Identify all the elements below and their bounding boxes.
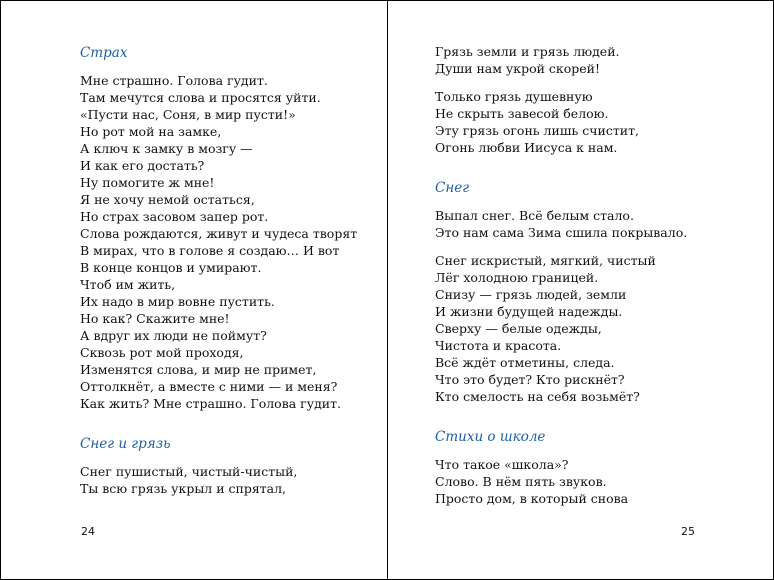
stanza: [435, 43, 755, 77]
poem-line: Снизу — грязь людей, земли: [435, 287, 627, 302]
poem-line: Просто дом, в который снова: [435, 491, 629, 506]
poem-title: Страх: [80, 45, 128, 61]
poem-line: Только грязь душевную: [435, 89, 593, 104]
poem-line: А вдруг их люди не поймут?: [80, 328, 267, 343]
stanza: [80, 463, 380, 497]
poem-line: Мне страшно. Голова гудит.: [80, 73, 268, 88]
poem-line: Не скрыть завесой белою.: [435, 106, 609, 121]
poem-line: Всё ждёт отметины, следа.: [435, 355, 615, 370]
poem-line: Оттолкнёт, а вместе с ними — и меня?: [80, 379, 338, 394]
poem-line: Чтоб им жить,: [80, 277, 176, 292]
poem-line: В мирах, что в голове я создаю… И вот: [80, 243, 340, 258]
page-number-left: 24: [81, 525, 95, 538]
poem-line: Снег искристый, мягкий, чистый: [435, 253, 656, 268]
page-number-right: 25: [681, 525, 695, 538]
poem-line: Изменятся слова, и мир не примет,: [80, 362, 317, 377]
poem-line: Там мечутся слова и просятся уйти.: [80, 90, 321, 105]
poem-line: И как его достать?: [80, 158, 205, 173]
stanza: [435, 252, 755, 405]
poem-line: Грязь земли и грязь людей.: [435, 44, 620, 59]
poem-line: Ты всю грязь укрыл и спрятал,: [80, 481, 287, 496]
stanza: [435, 88, 755, 156]
poem-line: Как жить? Мне страшно. Голова гудит.: [80, 396, 341, 411]
poem-line: Огонь любви Иисуса к нам.: [435, 140, 618, 155]
poem-line: Но рот мой на замке,: [80, 124, 222, 139]
poem-line: Чистота и красота.: [435, 338, 562, 353]
poem-line: Души нам укрой скорей!: [435, 61, 601, 76]
poem-title: Снег и грязь: [80, 436, 171, 452]
poem-line: И жизни будущей надежды.: [435, 304, 623, 319]
right-column: [435, 43, 755, 518]
poem-line: Но страх засовом запер рот.: [80, 209, 269, 224]
poem-line: Что такое «школа»?: [435, 457, 569, 472]
section-gap: [80, 423, 380, 436]
poem-line: Снег пушистый, чистый-чистый,: [80, 464, 298, 479]
stanza: [435, 207, 755, 241]
right-page: [388, 1, 774, 579]
section-gap: [435, 416, 755, 429]
stanza: [80, 72, 380, 412]
poem-title: Стихи о школе: [435, 429, 546, 445]
section-gap: [435, 167, 755, 180]
poem-line: Но как? Скажите мне!: [80, 311, 230, 326]
poem-line: Сквозь рот мой проходя,: [80, 345, 244, 360]
poem-line: Выпал снег. Всё белым стало.: [435, 208, 634, 223]
poem-line: Что это будет? Кто рискнёт?: [435, 372, 625, 387]
poem-title: Снег: [435, 180, 470, 196]
left-column: [80, 45, 380, 508]
poem-line: Слова рождаются, живут и чудеса творят: [80, 226, 358, 241]
poem-line: Эту грязь огонь лишь счистит,: [435, 123, 639, 138]
stanza: [435, 456, 755, 507]
poem-line: Слово. В нём пять звуков.: [435, 474, 607, 489]
left-page: [1, 1, 387, 579]
poem-line: Это нам сама Зима сшила покрывало.: [435, 225, 688, 240]
poem-line: «Пусти нас, Соня, в мир пусти!»: [80, 107, 296, 122]
poem-line: Их надо в мир вовне пустить.: [80, 294, 275, 309]
poem-line: Ну помогите ж мне!: [80, 175, 215, 190]
poem-line: Я не хочу немой остаться,: [80, 192, 255, 207]
poem-line: В конце концов и умирают.: [80, 260, 262, 275]
poem-line: Сверху — белые одежды,: [435, 321, 602, 336]
poem-line: Лёг холодною границей.: [435, 270, 599, 285]
poem-line: А ключ к замку в мозгу —: [80, 141, 253, 156]
poem-line: Кто смелость на себя возьмёт?: [435, 389, 640, 404]
